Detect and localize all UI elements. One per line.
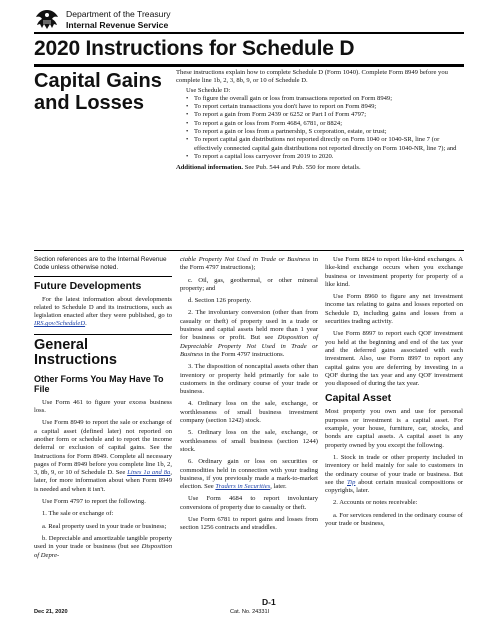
revision-date: Dec 21, 2020 (34, 609, 68, 615)
form-6781-text: Use Form 6781 to report gains and losses from section 1256 contracts and straddles. (180, 516, 318, 532)
catalog-number: Cat. No. 24331I (230, 609, 270, 615)
list-item: 3. The disposition of noncapital assets other than inventory or property held primarily for sale to customers in the ordinary course of your trade or business. (180, 363, 318, 396)
use-label: Use Schedule D: (186, 86, 231, 94)
form-4797-text: Use Form 4797 to report the following. (42, 498, 146, 506)
list-item: • To report capital gain distributions not reported directly on Form 1040 or 1040-SR, line 7 (or effectively connected capital gain distributions not reported directly on Form 1040-NR, line 7); and (176, 136, 466, 153)
list-item: • To report a capital loss carryover from 2019 to 2020. (176, 153, 466, 161)
list-item: 4. Ordinary loss on the sale, exchange, or worthlessness of small business investment company (section 1242) stock. (180, 400, 318, 425)
list-item: c. Oil, gas, geothermal, or other mineral property; and (180, 276, 318, 292)
list-item: • To report a gain from Form 2439 or 6252 or Part I of Form 4797; (176, 111, 466, 119)
list-item: 5. Ordinary loss on the sale, exchange, or worthlessness of small business (section 1244) stock. (180, 429, 318, 453)
traders-in-securities-link[interactable]: Traders in Securities (215, 483, 271, 491)
intro-block (176, 69, 466, 173)
additional-information: Additional information. See Pub. 544 and Pub. 550 for more details. (176, 164, 361, 172)
column-1 (34, 256, 172, 564)
section-reference-note: Section references are to the Internal Revenue Code unless otherwise noted. (34, 256, 167, 271)
form-8960-text: Use Form 8960 to figure any net investment income tax relating to gains and losses reported on Schedule D, including gains and losses from a securities trading activity. (325, 293, 463, 326)
capital-asset-heading: Capital Asset (325, 392, 392, 405)
form-8949-text: Use Form 8949 to report the sale or exchange of a capital asset (defined later) not reported on another form or schedule and to report the income deferral or exclusion of capital gains. See the Instructions for Form 8949. Complete all necessary pages of Form 8949 before you complete line 1b, 2, 3, 8b, 9, or 10 of Schedule D. See Lines 1a and 8a, later, for more information about when Form 8949 is needed and when it isn't. (34, 419, 172, 493)
other-forms-heading: Other Forms You May Have To File (34, 373, 164, 395)
form-8824-text: Use Form 8824 to report like-kind exchanges. A like-kind exchange occurs when you exchange business or investment property for property of a like kind. (325, 256, 463, 288)
column-3 (325, 256, 463, 532)
list-item: 2. The involuntary conversion (other than from casualty or theft) of property used in a trade or business and capital assets held more than 1 year for business or profit. But see Disposition of Depreciable Property Not Used in Trade or Business in the Form 4797 instructions. (180, 309, 319, 358)
capital-asset-text: Most property you own and use for personal purposes or investment is a capital asset. For example, your house, furniture, car, stocks, and bonds are capital assets. A capital asset is any property owned by you except the following. (325, 408, 463, 449)
list-item: b. Depreciable and amortizable tangible property used in your trade or business (but see Disposition of Depre- (34, 534, 172, 559)
form-4684-text: Use Form 4684 to report involuntary conversions of property due to casualty or theft. (180, 495, 318, 511)
title-rule (34, 64, 464, 67)
intro-bullet-list (176, 95, 466, 161)
tip-link[interactable]: Tip (347, 478, 356, 486)
list-item: a. For services rendered in the ordinary course of your trade or business, (325, 511, 463, 528)
list-item: • To report a gain or loss from a partnership, S corporation, estate, or trust; (176, 128, 466, 136)
list-item: 1. The sale or exchange of: (42, 510, 114, 518)
list-item: • To report a gain or loss from Form 4684, 6781, or 8824; (176, 120, 466, 128)
general-instructions-heading: General Instructions (34, 334, 172, 369)
irs-eagle-logo-icon (34, 8, 60, 30)
agency-name: Department of the Treasury Internal Revenue Service (66, 9, 171, 30)
lines-1a-8a-link[interactable]: Lines 1a and 8a (127, 469, 171, 477)
header-rule (34, 32, 464, 34)
document-title: 2020 Instructions for Schedule D (34, 37, 355, 60)
section-rule (34, 250, 464, 251)
form-461-text: Use Form 461 to figure your excess business loss. (34, 398, 172, 415)
future-developments-heading: Future Developments (34, 276, 172, 292)
column-2 (180, 256, 318, 537)
list-item: 2. Accounts or notes receivable: (333, 499, 418, 507)
list-item: • To report certain transactions you don't have to report on Form 8949; (176, 103, 466, 111)
irs-schedule-d-link[interactable]: IRS.gov/ScheduleD (34, 320, 86, 328)
form-8997-text: Use Form 8997 to report each QOF investment you held at the beginning and end of the tax year and the deferred gains associated with each investment. Also, use Form 8997 to report any capital gains you are deferring by investing in a QOF during the tax year and any QOF investment you disposed of during the tax year. (325, 330, 463, 388)
section-title: Capital Gains and Losses (34, 70, 162, 114)
list-item: ciable Property Not Used in Trade or Business in the Form 4797 instructions); (180, 256, 318, 272)
list-item: • To figure the overall gain or loss from transactions reported on Form 8949; (176, 95, 466, 103)
intro-paragraph: These instructions explain how to complete Schedule D (Form 1040). Complete Form 8949 before you complete line 1b, 2, 3, 8b, 9, or 10 of Schedule D. (176, 69, 448, 85)
list-item: d. Section 126 property. (188, 297, 252, 305)
page-number: D-1 (262, 597, 276, 607)
list-item: 6. Ordinary gain or loss on securities or commodities held in connection with your trading business, if you previously made a mark-to-market election. See Traders in Securities, later. (180, 458, 318, 491)
future-developments-text: For the latest information about developments related to Schedule D and its instructions, such as legislation enacted after they were published, go to IRS.gov/ScheduleD. (34, 295, 172, 328)
list-item: 1. Stock in trade or other property included in inventory or held mainly for sale to customers in the ordinary course of your trade or business. But see the Tip about certain musical compositions or copyrights, later. (325, 453, 463, 495)
list-item: a. Real property used in your trade or business; (42, 522, 167, 530)
